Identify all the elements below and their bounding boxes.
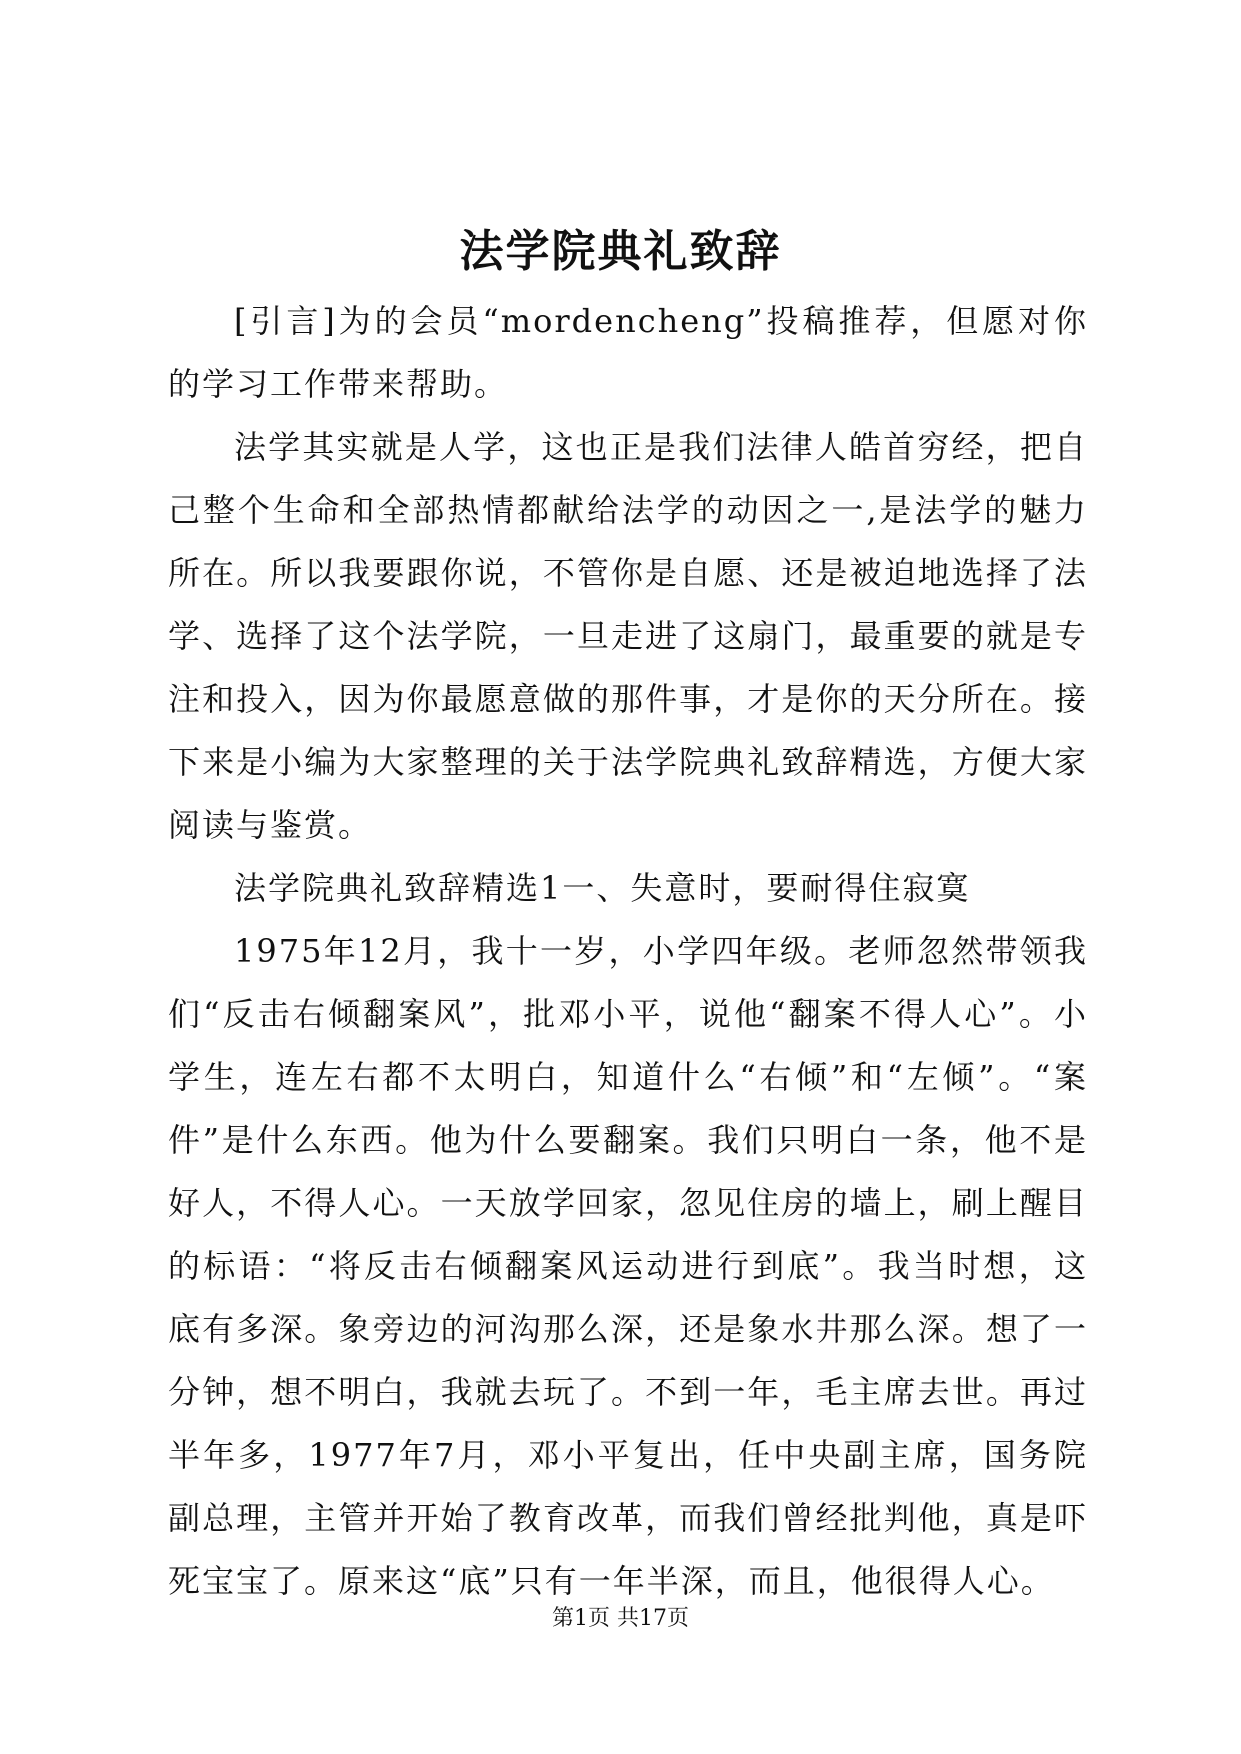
body-paragraph: 法学其实就是人学，这也正是我们法律人皓首穷经，把自己整个生命和全部热情都献给法学的动因之一,是法学的魅力所在。所以我要跟你说，不管你是自愿、还是被迫地选择了法学、选择了这个法学院，一旦走进了这扇门，最重要的就是专注和投入，因为你最愿意做的那件事，才是你的天分所在。接下来是小编为大家整理的关于法学院典礼致辞精选，方便大家阅读与鉴赏。 xyxy=(168,428,1088,844)
document-body xyxy=(168,290,1088,1613)
intro-paragraph: [引言]为的会员“mordencheng”投稿推荐，但愿对你的学习工作带来帮助。 xyxy=(168,302,1088,403)
page-number-footer: 第1页 共17页 xyxy=(552,1606,689,1631)
section-heading-paragraph: 法学院典礼致辞精选1一、失意时，要耐得住寂寞 xyxy=(234,869,971,907)
body-paragraph: 1975年12月，我十一岁，小学四年级。老师忽然带领我们“反击右倾翻案风”，批邓小平，说他“翻案不得人心”。小学生，连左右都不太明白，知道什么“右倾”和“左倾”。“案件”是什么东西。他为什么要翻案。我们只明白一条，他不是好人，不得人心。一天放学回家，忽见住房的墙上，刷上醒目的标语：“将反击右倾翻案风运动进行到底”。我当时想，这底有多深。象旁边的河沟那么深，还是象水井那么深。想了一分钟，想不明白，我就去玩了。不到一年，毛主席去世。再过半年多，1977年7月，邓小平复出，任中央副主席，国务院副总理，主管并开始了教育改革，而我们曾经批判他，真是吓死宝宝了。原来这“底”只有一年半深，而且，他很得人心。 xyxy=(168,932,1088,1600)
document-title: 法学院典礼致辞 xyxy=(459,226,782,277)
